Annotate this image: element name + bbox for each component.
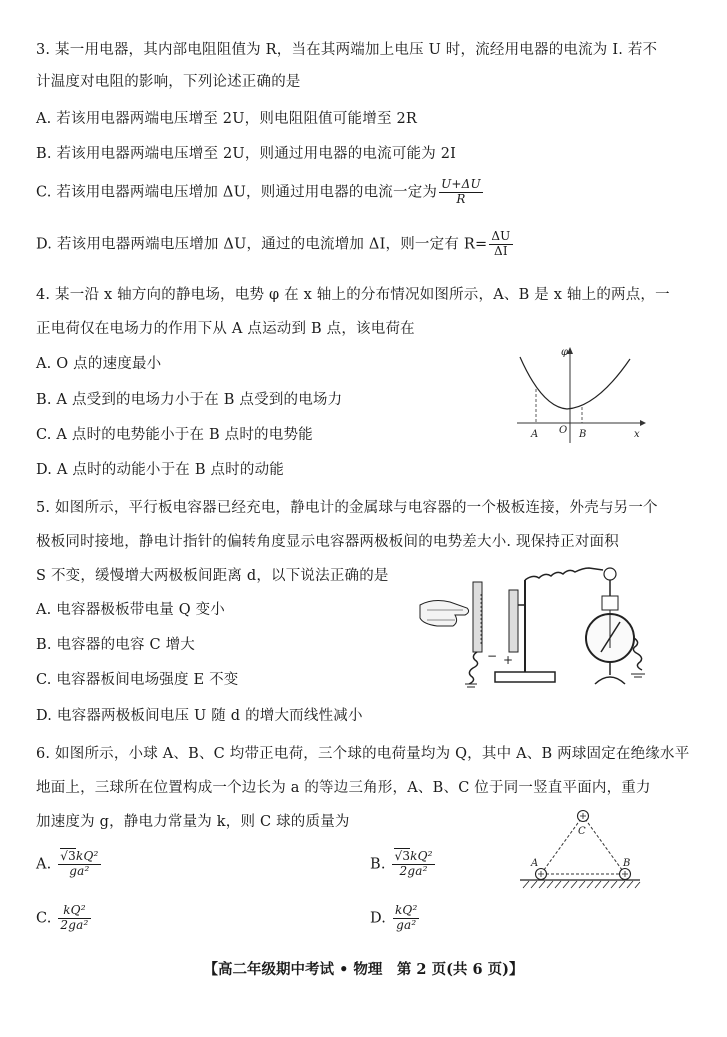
- q3-stem-line1: 3. 某一用电器，其内部电阻阻值为 R，当在其两端加上电压 U 时，流经用电器的电流为 I. 若不: [36, 42, 658, 58]
- q5-stem-line3: S 不变，缓慢增大两极板间距离 d，以下说法正确的是: [36, 568, 389, 584]
- q6-option-c: [36, 904, 93, 933]
- q5-left-plate: [473, 582, 482, 652]
- q6-option-c-denominator: 2ga²: [60, 917, 89, 932]
- q6-option-c-numerator: kQ²: [58, 904, 90, 919]
- q5-stand-base: [495, 672, 555, 682]
- q6-option-d: [370, 904, 421, 933]
- q6-option-d-denominator: ga²: [396, 917, 417, 932]
- q4-option-b: B. A 点受到的电场力小于在 B 点受到的电场力: [36, 392, 343, 408]
- q6-label-b: B: [623, 858, 631, 869]
- q6-option-b-label: B.: [370, 856, 386, 873]
- q4-point-b-label: B: [579, 429, 587, 440]
- q6-ground-hatching: [523, 881, 640, 888]
- q4-origin-label: O: [559, 425, 568, 436]
- q5-ground-wire-right: [633, 638, 642, 670]
- q6-option-d-label: D.: [370, 910, 387, 927]
- q6-option-a-denominator: ga²: [69, 863, 90, 878]
- q3-option-c: [36, 178, 485, 207]
- q5-electrometer-ball: [604, 568, 616, 580]
- q6-side-bc: [583, 816, 625, 874]
- q4-phi-label: φ: [561, 347, 569, 358]
- q6-option-c-label: C.: [36, 910, 52, 927]
- q5-option-c: C. 电容器板间电场强度 E 不变: [36, 672, 239, 688]
- q5-electrometer-base: [595, 677, 625, 684]
- q6-stem-line3: 加速度为 g，静电力常量为 k，则 C 球的质量为: [36, 814, 350, 830]
- q6-option-a-fraction: [58, 850, 100, 879]
- q4-potential-graph: [512, 345, 647, 445]
- q3-option-c-text: C. 若该用电器两端电压增加 ΔU，则通过用电器的电流一定为: [36, 184, 438, 201]
- q5-option-b: B. 电容器的电容 C 增大: [36, 637, 195, 653]
- q6-option-b-denominator: 2ga²: [399, 863, 428, 878]
- q3-stem-line2: 计温度对电阻的影响，下列论述正确的是: [36, 74, 301, 90]
- q5-ground-wire-left: [469, 652, 478, 684]
- q6-stem-line2: 地面上，三球所在位置构成一个边长为 a 的等边三角形，A、B、C 位于同一竖直平面内，重力: [36, 780, 651, 796]
- q3-option-a: A. 若该用电器两端电压增至 2U，则电阻阻值可能增至 2R: [36, 111, 417, 127]
- q4-point-a-label: A: [531, 429, 539, 440]
- q3-option-d-fraction: [489, 230, 512, 259]
- q4-x-label: x: [634, 429, 640, 440]
- q6-option-b-fraction: [392, 850, 434, 879]
- q3-option-d-numerator: ΔU: [491, 229, 511, 243]
- q3-option-c-numerator: U+ΔU: [441, 177, 481, 191]
- q6-option-a-numerator: kQ²: [75, 849, 99, 863]
- q4-option-d: D. A 点时的动能小于在 B 点时的动能: [36, 462, 284, 478]
- q6-option-c-fraction: [58, 904, 90, 933]
- q6-option-a-label: A.: [36, 856, 52, 873]
- q5-right-plate: [509, 590, 518, 652]
- q4-stem-line2: 正电荷仅在电场力的作用下从 A 点运动到 B 点，该电荷在: [36, 321, 415, 337]
- q5-minus-sign: −: [487, 649, 498, 663]
- q4-stem-line1: 4. 某一沿 x 轴方向的静电场，电势 φ 在 x 轴上的分布情况如图所示，A、B 是 x 轴上的两点，一: [36, 287, 670, 303]
- q6-triangle-figure: [515, 808, 645, 890]
- q5-option-d: D. 电容器两极板间电压 U 随 d 的增大而线性减小: [36, 708, 363, 724]
- q6-label-a: A: [531, 858, 539, 869]
- q3-option-c-denominator: R: [456, 191, 466, 206]
- q5-plus-sign: +: [503, 653, 514, 667]
- q4-option-c: C. A 点时的电势能小于在 B 点时的电势能: [36, 427, 313, 443]
- q3-option-d: [36, 230, 515, 259]
- q5-option-a: A. 电容器极板带电量 Q 变小: [36, 602, 225, 618]
- q5-capacitor-figure: [415, 560, 650, 690]
- page-footer: 【高二年级期中考试 • 物理 第 2 页(共 6 页)】: [203, 961, 524, 978]
- q6-option-b-numerator: kQ²: [410, 849, 433, 863]
- q6-label-c: C: [578, 826, 586, 837]
- q4-x-arrow-icon: [640, 420, 646, 426]
- q3-option-d-denominator: ΔI: [494, 243, 508, 258]
- q6-option-d-fraction: [393, 904, 420, 933]
- q6-side-ac: [541, 816, 583, 874]
- q4-option-a: A. O 点的速度最小: [36, 356, 162, 372]
- q6-option-b: [370, 850, 437, 879]
- q3-option-c-fraction: [439, 178, 483, 207]
- q6-option-a: [36, 850, 103, 879]
- q6-stem-line1: 6. 如图所示，小球 A、B、C 均带正电荷，三个球的电荷量均为 Q，其中 A、B 两球固定在绝缘水平: [36, 746, 690, 762]
- q3-option-b: B. 若该用电器两端电压增至 2U，则通过用电器的电流可能为 2I: [36, 146, 457, 162]
- q6-option-b-coefficient: √3: [394, 849, 411, 863]
- q5-connecting-wire: [525, 568, 603, 580]
- q6-option-a-coefficient: √3: [60, 849, 76, 863]
- q3-option-d-text: D. 若该用电器两端电压增加 ΔU，通过的电流增加 ΔI，则一定有 R=: [36, 236, 488, 253]
- q4-potential-curve: [520, 357, 630, 409]
- q5-stem-line1: 5. 如图所示，平行板电容器已经充电，静电计的金属球与电容器的一个极板连接，外壳与另一个: [36, 500, 658, 516]
- q5-stem-line2: 极板同时接地，静电计指针的偏转角度显示电容器两极板间的电势差大小. 现保持正对面积: [36, 534, 619, 550]
- q6-option-d-numerator: kQ²: [394, 903, 418, 917]
- q5-hand-icon: [420, 601, 469, 626]
